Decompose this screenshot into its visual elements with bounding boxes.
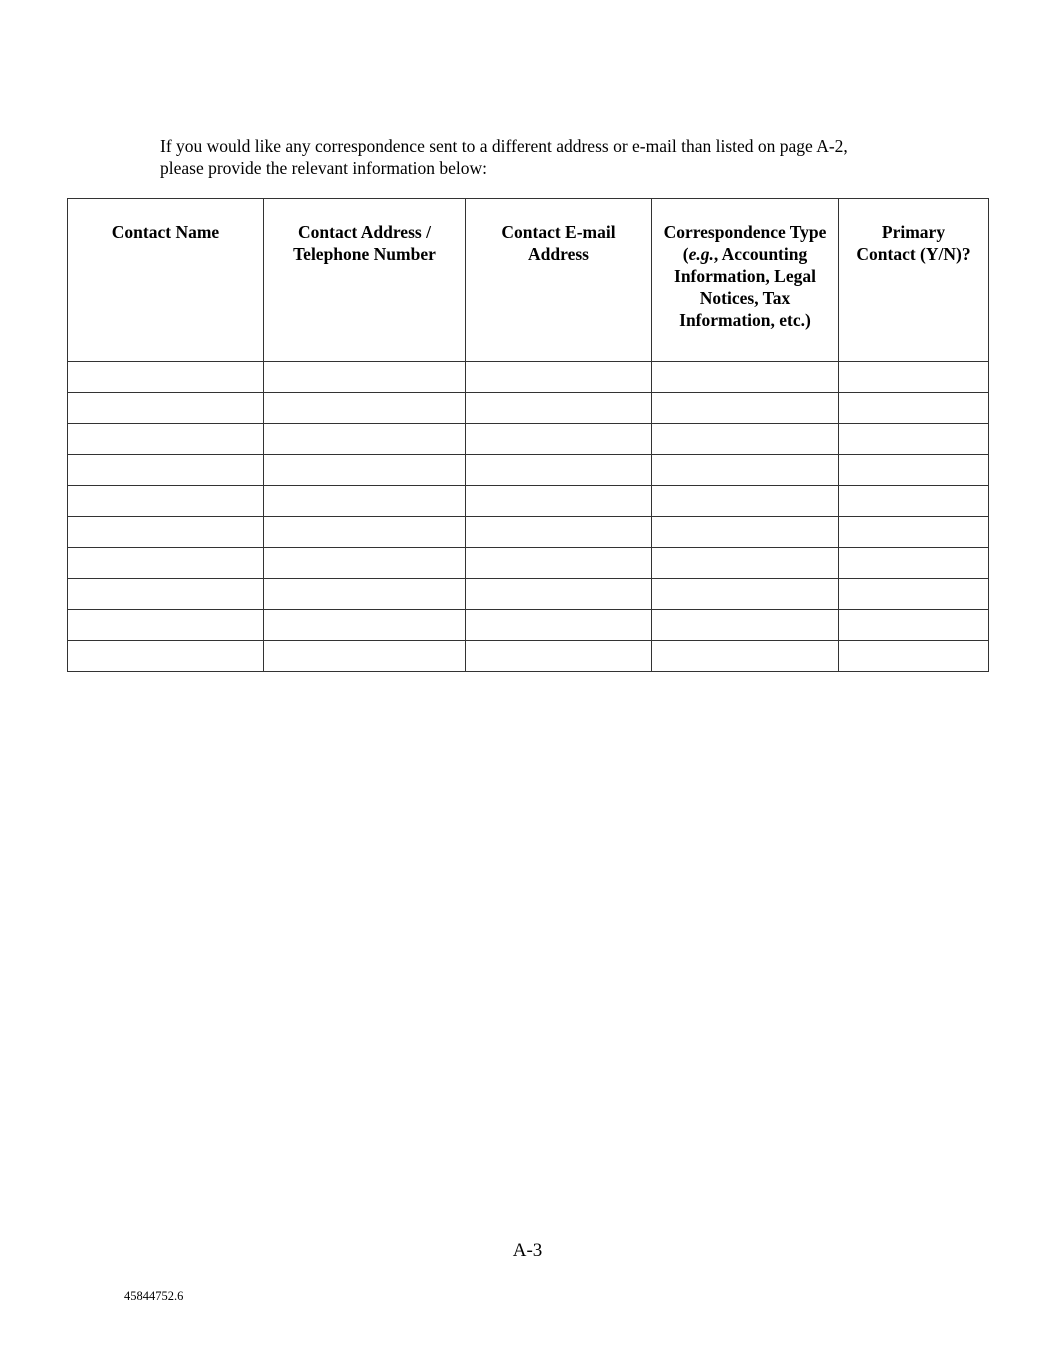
cell-contact-name[interactable] [68,424,264,455]
page-number: A-3 [512,1240,543,1261]
cell-primary-contact[interactable] [839,393,989,424]
cell-correspondence-type[interactable] [652,610,839,641]
cell-contact-address[interactable] [264,362,466,393]
cell-contact-address[interactable] [264,424,466,455]
cell-correspondence-type[interactable] [652,362,839,393]
table-row [68,610,989,641]
cell-correspondence-type[interactable] [652,548,839,579]
header-contact-address: Contact Address / Telephone Number [264,199,466,362]
cell-contact-email[interactable] [466,548,652,579]
intro-line-2: please provide the relevant information below: [160,158,488,178]
cell-contact-address[interactable] [264,641,466,672]
cell-correspondence-type[interactable] [652,424,839,455]
table-row [68,455,989,486]
cell-primary-contact[interactable] [839,455,989,486]
cell-contact-email[interactable] [466,424,652,455]
cell-contact-address[interactable] [264,548,466,579]
intro-paragraph [160,135,960,179]
cell-primary-contact[interactable] [839,579,989,610]
cell-contact-name[interactable] [68,579,264,610]
cell-primary-contact[interactable] [839,486,989,517]
cell-contact-address[interactable] [264,455,466,486]
cell-contact-address[interactable] [264,517,466,548]
cell-contact-name[interactable] [68,486,264,517]
document-id: 45844752.6 [124,1289,184,1303]
table-row [68,548,989,579]
cell-contact-name[interactable] [68,610,264,641]
cell-contact-address[interactable] [264,393,466,424]
intro-line-1: If you would like any correspondence sent to a different address or e-mail than listed on page A-2, [160,136,848,156]
table-row [68,362,989,393]
table-row [68,517,989,548]
cell-primary-contact[interactable] [839,424,989,455]
cell-primary-contact[interactable] [839,548,989,579]
table-row [68,486,989,517]
cell-contact-email[interactable] [466,486,652,517]
cell-contact-email[interactable] [466,641,652,672]
cell-contact-email[interactable] [466,610,652,641]
cell-primary-contact[interactable] [839,517,989,548]
cell-contact-name[interactable] [68,362,264,393]
cell-correspondence-type[interactable] [652,579,839,610]
cell-contact-name[interactable] [68,455,264,486]
header-contact-email: Contact E-mail Address [466,199,652,362]
cell-contact-email[interactable] [466,517,652,548]
cell-primary-contact[interactable] [839,362,989,393]
table-row [68,579,989,610]
cell-contact-email[interactable] [466,455,652,486]
cell-contact-name[interactable] [68,641,264,672]
cell-contact-address[interactable] [264,486,466,517]
cell-correspondence-type[interactable] [652,517,839,548]
cell-correspondence-type[interactable] [652,393,839,424]
header-row [68,199,989,362]
header-contact-name: Contact Name [68,199,264,362]
table-row [68,393,989,424]
cell-contact-email[interactable] [466,579,652,610]
table-row [68,641,989,672]
cell-contact-name[interactable] [68,393,264,424]
cell-primary-contact[interactable] [839,641,989,672]
cell-contact-address[interactable] [264,610,466,641]
cell-contact-email[interactable] [466,362,652,393]
header-correspondence-type: Correspondence Type (e.g., Accounting Information, Legal Notices, Tax Information, etc.) [652,199,839,362]
cell-correspondence-type[interactable] [652,641,839,672]
contacts-table [67,198,989,672]
cell-contact-name[interactable] [68,517,264,548]
header-primary-contact: Primary Contact (Y/N)? [839,199,989,362]
cell-contact-address[interactable] [264,579,466,610]
cell-correspondence-type[interactable] [652,486,839,517]
cell-contact-email[interactable] [466,393,652,424]
cell-primary-contact[interactable] [839,610,989,641]
cell-contact-name[interactable] [68,548,264,579]
cell-correspondence-type[interactable] [652,455,839,486]
table-row [68,424,989,455]
